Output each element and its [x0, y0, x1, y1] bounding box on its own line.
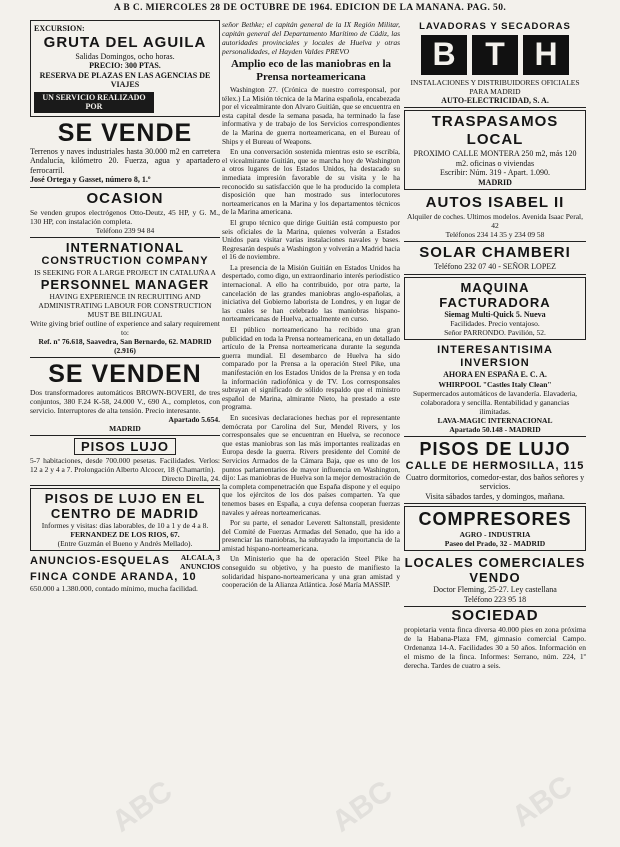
se-venden-text: Dos transformadores automáticos BROWN-BOVERI, de tres conjuntos, 380 F.24 K-58, 24.000 V., 690 A., completos, con servicio. Interruptores de alta tensión. Precio interesante. — [30, 387, 220, 415]
article-para-2: En una conversación sostenida mientras esto se escribía, el vicealmirante Guitián, que se marcha hoy de Washington a otros lugares de los Estados Unidos, ha destacado su inmediata impresión favorable de su visita y le ha reconocido su satisfacción que le ha producido la completa disposición que han mostrado sus interlocutores norteamericanos en la Marina y los departamentos técnicos de la Marina americana. — [222, 147, 400, 217]
pisos-lujo-extra: Directo Dirella, 24. — [161, 473, 220, 483]
bth-letter-t: T — [472, 35, 518, 75]
sociedad-text: propietaria venta finca diversa 40.000 pies en zona próxima de la Habana-Plaza FM, gimnasio comercial Campo. Ordenanza 14-A. Facilidades 30 a 50 años. Información en el mismo de la finca. Informes: Serrano, núm. 224, 1º derecha. Tardes de cuatro a seis. — [404, 625, 586, 670]
se-venden-city: MADRID — [109, 423, 141, 433]
excursion-price: PRECIO: 300 PTAS. — [89, 61, 161, 70]
maquina-text: Facilidades. Precio ventajoso. — [450, 319, 540, 328]
compresores-title: COMPRESORES — [418, 509, 572, 529]
article-para-1: Washington 27. (Crónica de nuestro corresponsal, por télex.) La Misión técnica de la Marina española, encabezada por el vicealmirante don Alvaro Guitián, que se encuentra en esta capital desde la semana pasada, ha terminado la fase informativa y de trabajo de los Servicios correspondientes de la Marina de guerra norteamericana, en el Bureau of Ships y el Bureau of Weapons. — [222, 85, 400, 146]
se-venden-title: SE VENDEN — [48, 359, 202, 388]
ad-compresores — [404, 506, 586, 551]
anuncios-title: FINCA CONDE ARANDA, 10 — [30, 570, 197, 583]
article-para-7: Por su parte, el senador Leverett Saltonstall, presidente del Comité de Fuerzas Armadas del Senado, que ha ido a presenciar las maniobras, ha subrayado la importancia de la amistad hispano-norteamericana. — [222, 518, 400, 553]
pisos-title: PISOS DE LUJO — [419, 438, 571, 459]
bth-sub: INSTALACIONES Y DISTRIBUIDORES OFICIALES PARA MADRID — [410, 77, 580, 96]
ocasion-text: Se venden grupos electrógenos Otto-Deutz, 45 HP, y G. M., 130 HP, con instalación completa. — [30, 207, 220, 226]
pisos-centro-address2: (Entre Guzmán el Bueno y Andrés Mellado). — [57, 538, 193, 548]
inversion-text: Supermercados automáticos de lavandería. Elavaderia, colaboradora y sencilla. Rentabilidad y ganancias ilimitadas. — [412, 388, 578, 416]
excursion-servicio: UN SERVICIO REALIZADO POR — [34, 92, 154, 113]
sociedad-title: SOCIEDAD — [451, 607, 539, 624]
watermark: ABC — [506, 769, 579, 834]
inversion-line1: AHORA EN ESPAÑA E. C. A. — [443, 370, 547, 379]
solar-phone: Teléfono 232 07 40 - SEÑOR LOPEZ — [433, 262, 557, 271]
traspasamos-text: PROXIMO CALLE MONTERA 250 m2, más 120 m2. oficinas o viviendas — [413, 149, 577, 168]
se-vende-text: Terrenos y naves industriales hasta 30.000 m2 en carretera Andalucía, kilómetro 20. Fuerza, agua y apartadero ferrocarril. — [30, 146, 220, 175]
ad-traspasamos — [404, 110, 586, 190]
watermark: ABC — [326, 774, 399, 839]
pisos-lujo-title: PISOS LUJO — [74, 438, 176, 455]
ad-autos — [404, 192, 586, 242]
inversion-box: Apartado 50.148 - MADRID — [449, 424, 541, 434]
locales-phone: Teléfono 223 95 18 — [463, 594, 527, 604]
autos-text: Alquiler de coches. Ultimos modelos. Avenida Isaac Peral, 42 — [406, 212, 584, 230]
traspasamos-city: MADRID — [478, 177, 512, 187]
column-right — [404, 20, 586, 670]
autos-phone: Teléfonos 234 14 35 y 234 09 58 — [445, 230, 545, 239]
ad-se-venden — [30, 358, 220, 436]
ad-locales — [404, 553, 586, 607]
anuncios-label: ANUNCIOS-ESQUELAS — [30, 555, 170, 567]
ad-solar — [404, 242, 586, 275]
inversion-brand: LAVA-MAGIC INTERNACIONAL — [437, 415, 553, 425]
maquina-contact: Señor PARRONDO. Pavilión, 52. — [444, 328, 546, 337]
article-top: señor Bethke; el capitán general de la IX Región Militar, capitán general del Departamento Marítimo de Cádiz, las autoridades provinciales y locales de Huelva y otras personalidades, el Hayden Valdes PREVO — [222, 20, 400, 56]
anuncios-text: 650.000 a 1.380.000, contado mínimo, mucha facilidad. — [30, 583, 198, 593]
ad-pisos-hermosilla — [404, 437, 586, 505]
article-body — [222, 86, 400, 590]
traspasamos-title: TRASPASAMOS LOCAL — [431, 113, 559, 148]
page-header: A B C. MIERCOLES 28 DE OCTUBRE DE 1964. EDICION DE LA MAÑANA. PAG. 50. — [113, 3, 507, 13]
article-para-3: El grupo técnico que dirige Guitián está compuesto por seis oficiales de la Marina, quienes volverán a Estados Unidos para visitar varias instalaciones navales y bases. Regresarán después a Washington y volverán a Madrid hacia el 16 de noviembre. — [222, 217, 400, 262]
pisos-centro-text: Informes y visitas: días laborables, de 10 a 1 y de 4 a 8. — [41, 520, 209, 530]
solar-title: SOLAR CHAMBERI — [419, 244, 571, 261]
intl-address: Ref. nº 76.618, Saavedra, San Bernardo, 62. MADRID (2.916) — [38, 336, 212, 355]
maquina-model: Siemag Multi-Quick 5. Nueva — [444, 309, 546, 319]
se-venden-box: Apartado 5.654. — [168, 414, 220, 424]
ocasion-title: OCASION — [86, 189, 164, 207]
ad-excursion — [30, 20, 220, 117]
compresores-address: Paseo del Prado, 32 - MADRID — [444, 539, 546, 548]
autos-title: AUTOS ISABEL II — [425, 194, 565, 211]
traspasamos-contact: Escribir: Núm. 319 - Apart. 1.090. — [440, 168, 550, 177]
bth-letter-b: B — [421, 35, 467, 75]
column-middle — [222, 20, 400, 592]
ad-inversion — [404, 342, 586, 437]
ad-international — [30, 238, 220, 358]
pisos-text: Cuatro dormitorios, comedor-estar, dos baños señores y servicios. — [405, 472, 585, 491]
inversion-line2: WHIRPOOL "Castles Italy Clean" — [438, 379, 552, 389]
se-vende-title: SE VENDE — [57, 118, 193, 147]
pisos-centro-title1: PISOS DE LUJO EN EL — [44, 490, 206, 506]
ad-bth — [404, 20, 586, 108]
ad-ocasion — [30, 188, 220, 238]
intl-line1: IS SEEKING FOR A LARGE PROJECT IN CATALUÑA A — [34, 267, 216, 277]
pisos-lujo-text: 5-7 habitaciones, desde 700.000 pesetas. Facilidades. Verlos: 12 a 2 y 4 a 7. Prolongación Alberto Alcocer, 18 (Chamartín). — [30, 455, 220, 474]
ad-sociedad — [404, 607, 586, 670]
compresores-sub: AGRO - INDUSTRIA — [459, 530, 531, 539]
excursion-title: GRUTA DEL AGUILA — [43, 33, 207, 51]
bth-auto-elec: AUTO-ELECTRICIDAD, S. A. — [441, 95, 549, 105]
pisos-centro-address1: FERNANDEZ DE LOS RIOS, 67. — [70, 529, 180, 539]
article-para-8: Un Ministerio que ha de operación Steel Pike ha conseguido su objetivo, y ha puesto de manifiesto la solidaridad hispano-norteamericana y una gran amistad y cooperación de la Alianza Atlántica. José María MASSIP. — [222, 554, 400, 590]
article-para-4: La presencia de la Misión Guitián en Estados Unidos ha despertado, como digo, un extraordinario interés periodístico internacional. A ello ha contribuido, por otra parte, la cancelación de las grandes maniobras anglo-españolas, a iniciativa del Gobierno laborista de Londres, y en lugar de las cuales se han celebrado las maniobras hispano-norteamericanas de Huelva, actualmente en curso. — [222, 262, 400, 324]
locales-vendo: VENDO — [469, 570, 521, 585]
column-left — [30, 20, 220, 593]
intl-write: Write giving brief outline of experience and salary requirement to: — [30, 318, 220, 337]
bth-lavadoras: LAVADORAS Y SECADORAS — [419, 21, 571, 32]
locales-title: LOCALES COMERCIALES — [404, 555, 586, 570]
locales-address: Doctor Fleming, 25-27. Ley castellana — [433, 585, 557, 594]
intl-title3: PERSONNEL MANAGER — [40, 276, 210, 292]
intl-title1: INTERNATIONAL — [65, 239, 185, 255]
bth-logo — [404, 35, 586, 75]
article-para-6: En sucesivas declaraciones hechas por el representante demócrata por Carolina del Sur, Mendel Rivers, y los corresponsales que se encuentran en Huelva, se reconoce que estas maniobras son las más importantes realizadas en Europa desde la guerra. Rivers presidente del Comité de Servicios Armados de la Cámara Baja, que es uno de los puntos parlamentarios de mayor influencia en Washington, dijo: Las maniobras de Huelva son la mejor demostración de la completa compenetración que España dispone y el equipo que los ejércitos de los dos países comparten. Ya que tenemos bases en España, a cuya defensa cooperan fuerzas navales y aéreas norteamericanas. — [222, 412, 400, 517]
ad-pisos-centro — [30, 488, 220, 551]
ad-anuncios — [30, 553, 220, 593]
se-vende-contact: José Ortega y Gasset, número 8, 1.º — [30, 175, 151, 184]
intl-text: HAVING EXPERIENCE IN RECRUITING AND ADMINISTRATING LABOUR FOR CONSTRUCTION MUST BE BILINGUAL — [38, 291, 212, 319]
article-para-5: El público norteamericano ha recibido una gran publicidad en toda la Prensa norteamericana, en un detallado artículo de la Prensa norteamericana durante la segunda guerra mundial. El desembarco de Huelva ha sido comparado por la Prensa a la operación Steel Pike, una manifestación en los Estados Unidos de la Prensa y en toda la información radiofónica y de TV. Los corresponsales subrayan el significado de sólido respaldo que el ministro español de Marina, almirante Nieto, ha prestado a este programa. — [222, 325, 400, 412]
excursion-line: Salidas Domingos, ocho horas. — [75, 51, 175, 61]
maquina-title: MAQUINA FACTURADORA — [439, 279, 551, 310]
excursion-label: EXCURSION: — [34, 24, 85, 33]
excursion-reserve: RESERVA DE PLAZAS EN LAS AGENCIAS DE VIAJES — [39, 70, 211, 89]
pisos-street: CALLE DE HERMOSILLA, 115 — [405, 459, 585, 472]
watermark: ABC — [106, 774, 179, 839]
pisos-visit: Visita sábados tardes, y domingos, mañana. — [425, 491, 565, 501]
inversion-title: INTERESANTISIMA INVERSION — [437, 344, 553, 369]
intl-title2: CONSTRUCTION COMPANY — [41, 254, 209, 267]
pisos-centro-title2: CENTRO DE MADRID — [50, 505, 200, 521]
ocasion-phone: Teléfono 239 94 84 — [95, 225, 155, 235]
anuncios-right: ALCALA, 3 ANUNCIOS — [180, 552, 220, 571]
ad-pisos-lujo — [30, 436, 220, 486]
ad-se-vende — [30, 117, 220, 188]
article-headline: Amplio eco de las maniobras en la Prensa norteamericana — [230, 58, 392, 83]
bth-letter-h: H — [523, 35, 569, 75]
ad-maquina — [404, 277, 586, 341]
